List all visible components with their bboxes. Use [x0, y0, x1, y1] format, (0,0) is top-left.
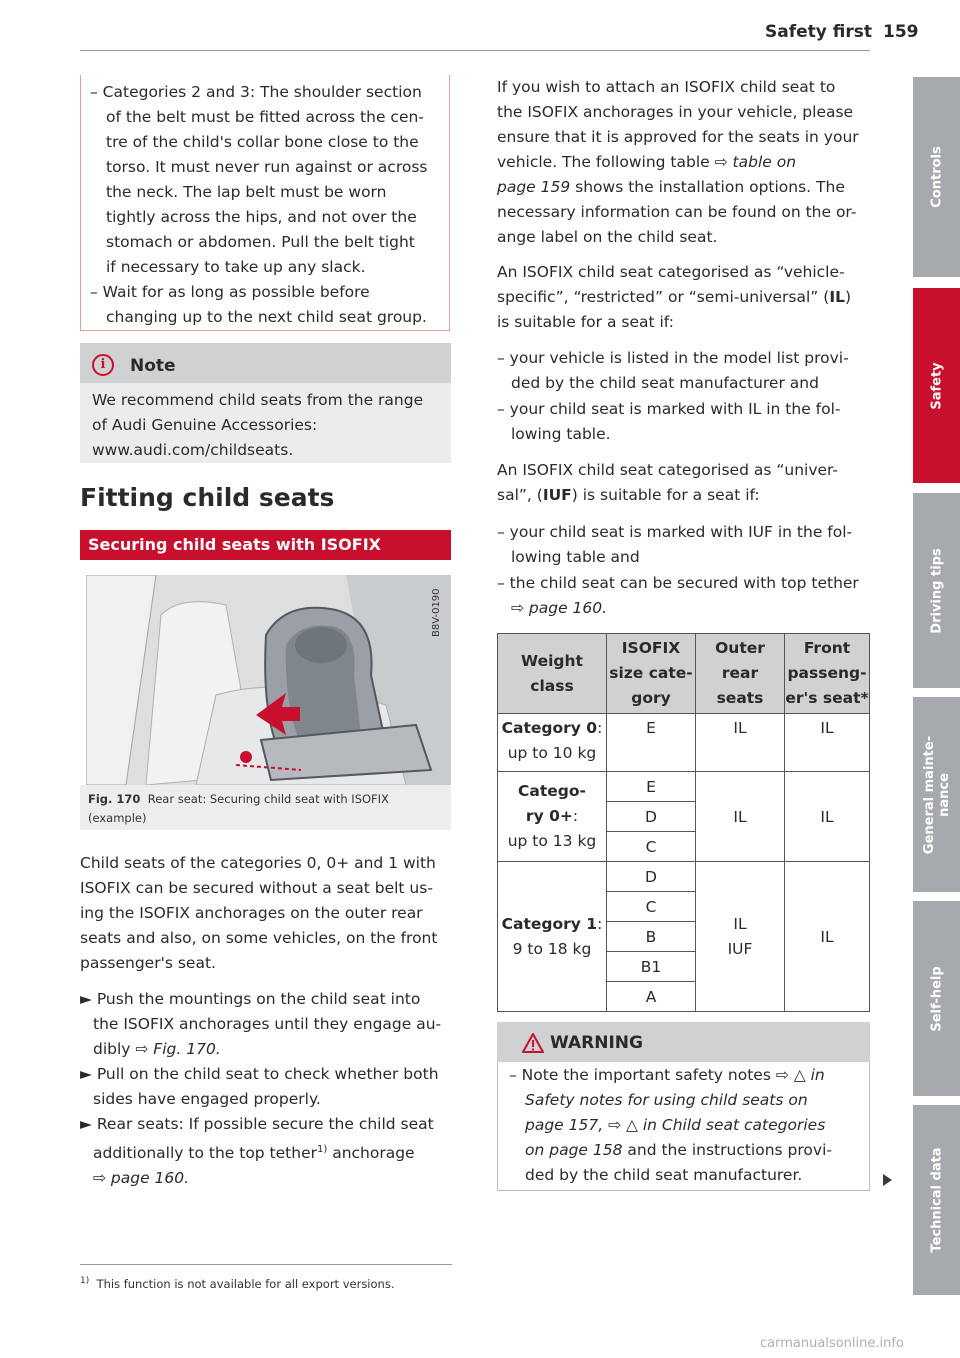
warning-text	[509, 1063, 832, 1188]
side-tab-label: Self-help	[929, 965, 944, 1032]
text-line: dibly	[93, 1040, 136, 1058]
size-cell: E	[607, 714, 696, 772]
cross-reference-link[interactable]: ⇨ △ in	[775, 1066, 825, 1084]
text-line: anchorage	[327, 1144, 415, 1163]
text-line: additionally to the top tether	[93, 1144, 317, 1163]
text-line: ► Pull on the child seat to check whether both	[80, 1065, 439, 1083]
text-line: shows the installation options. The	[570, 178, 845, 196]
note-title: Note	[130, 356, 176, 376]
footnote-mark: 1)	[80, 1276, 90, 1286]
side-tab-self-help[interactable]	[913, 901, 960, 1096]
continued-arrow-icon	[883, 1174, 892, 1186]
step-pull-seat	[80, 1062, 439, 1112]
text-line: )	[844, 288, 852, 306]
size-cell: E	[607, 772, 696, 802]
header-outer-rear: Outer rear seats	[696, 634, 785, 714]
cross-reference-link[interactable]: ⇨ △ in Child seat categories	[608, 1116, 826, 1134]
bullet-wait	[90, 280, 427, 330]
side-tab-driving-tips[interactable]	[913, 493, 960, 688]
body-paragraph	[80, 851, 437, 976]
front-cell: IL	[785, 862, 870, 1012]
subheading: Securing child seats with ISOFIX	[88, 535, 381, 554]
weight-cell: Catego- ry 0+: up to 13 kg	[498, 772, 607, 862]
running-header-title: Safety first	[765, 22, 872, 42]
text-line: We recommend child seats from the range	[92, 391, 424, 409]
table-row	[498, 714, 870, 772]
warning-title: WARNING	[550, 1033, 643, 1053]
info-icon: i	[92, 354, 114, 376]
cross-reference-link[interactable]: ⇨ page 160.	[93, 1169, 190, 1188]
text-line: stomach or abdomen. Pull the belt tight	[106, 233, 415, 251]
watermark: carmanualsonline.info	[760, 1336, 904, 1351]
table-row	[498, 772, 870, 802]
cross-reference-link[interactable]: page 157,	[525, 1116, 609, 1134]
note-text	[92, 388, 423, 463]
cross-reference-link[interactable]: ⇨ table on	[714, 153, 797, 171]
iuf-list	[497, 520, 859, 621]
front-cell: IL	[785, 772, 870, 862]
side-tab-label: Safety	[929, 361, 944, 410]
category-code: IUF	[542, 486, 572, 504]
text-line: tightly across the hips, and not over the	[106, 208, 417, 226]
side-tab-controls[interactable]	[913, 77, 960, 277]
text-line: is suitable for a seat if:	[497, 313, 674, 331]
isofix-table	[497, 633, 870, 1012]
section-heading: Fitting child seats	[80, 483, 335, 512]
cross-reference-link[interactable]: on page 158	[525, 1141, 623, 1159]
figure-caption	[88, 790, 443, 828]
header-isofix-size: ISOFIX size cate- gory	[607, 634, 696, 714]
size-cell: A	[607, 982, 696, 1012]
text-line: ensure that it is approved for the seats in your	[497, 128, 859, 146]
size-cell: C	[607, 892, 696, 922]
front-cell: IL	[785, 714, 870, 772]
footnote-rule	[80, 1264, 452, 1265]
page-number: 159	[883, 22, 919, 42]
outer-cell: IL IUF	[696, 862, 785, 1012]
text-line: – Categories 2 and 3: The shoulder section	[90, 83, 422, 101]
text-line: sides have engaged properly.	[93, 1090, 321, 1108]
list-item: – your vehicle is listed in the model list provi-	[497, 349, 849, 367]
footnote-marker: 1)	[317, 1144, 328, 1155]
size-cell: C	[607, 832, 696, 862]
list-item: ded by the child seat manufacturer and	[511, 374, 819, 392]
size-cell: D	[607, 862, 696, 892]
side-tab-general-maintenance[interactable]	[913, 697, 960, 892]
text-line: necessary information can be found on the or-	[497, 203, 857, 221]
table-header-row	[498, 634, 870, 714]
step-push-mountings	[80, 987, 441, 1062]
text-line: and the instructions provi-	[622, 1141, 832, 1159]
cross-reference-link[interactable]: Safety notes for using child seats on	[525, 1091, 808, 1109]
size-cell: D	[607, 802, 696, 832]
text-line: the neck. The lap belt must be worn	[106, 183, 387, 201]
category-code: IL	[829, 288, 845, 306]
figure-child-seat-isofix	[86, 575, 451, 785]
text-line[interactable]: www.audi.com/childseats.	[92, 441, 294, 459]
side-tab-label: Driving tips	[929, 547, 944, 634]
size-cell: B1	[607, 952, 696, 982]
text-line: ► Push the mountings on the child seat into	[80, 990, 421, 1008]
text-line: – Note the important safety notes	[509, 1066, 776, 1084]
cross-reference-link[interactable]: ⇨ Fig. 170.	[135, 1040, 221, 1058]
text-line: of the belt must be fitted across the cen-	[106, 108, 424, 126]
text-line: of Audi Genuine Accessories:	[92, 416, 318, 434]
text-line: If you wish to attach an ISOFIX child seat to	[497, 78, 836, 96]
footnote	[80, 1276, 394, 1291]
table-row	[498, 862, 870, 892]
header-rule	[80, 50, 870, 51]
warning-triangle-icon	[522, 1033, 544, 1053]
caption-text: (example)	[88, 811, 147, 825]
text-line: seats and also, on some vehicles, on the front	[80, 929, 438, 947]
text-line: vehicle. The following table	[497, 153, 715, 171]
text-line: ing the ISOFIX anchorages on the outer rear	[80, 904, 423, 922]
text-line: Child seats of the categories 0, 0+ and 1 with	[80, 854, 436, 872]
side-tab-label: General mainte- nance	[921, 735, 952, 854]
outer-cell: IL	[696, 714, 785, 772]
il-paragraph	[497, 260, 851, 335]
figure-label: Fig. 170	[88, 792, 141, 806]
text-line: ange label on the child seat.	[497, 228, 718, 246]
cross-reference-link[interactable]: ⇨ page 160.	[511, 599, 608, 617]
size-cell: B	[607, 922, 696, 952]
text-line: An ISOFIX child seat categorised as “vehicle-	[497, 263, 845, 281]
text-line: ► Rear seats: If possible secure the child seat	[80, 1115, 434, 1133]
outer-cell: IL	[696, 772, 785, 862]
side-tab-technical-data[interactable]	[913, 1105, 960, 1295]
header-front-passenger: Front passeng- er's seat*	[785, 634, 870, 714]
step-top-tether	[80, 1112, 434, 1191]
list-item: – the child seat can be secured with top tether	[497, 574, 859, 592]
weight-cell: Category 1: 9 to 18 kg	[498, 862, 607, 1012]
weight-cell: Category 0: up to 10 kg	[498, 714, 607, 772]
text-line: the ISOFIX anchorages in your vehicle, please	[497, 103, 854, 121]
child-seat-illustration	[86, 575, 451, 785]
footnote-text: This function is not available for all export versions.	[96, 1276, 395, 1291]
text-line: ded by the child seat manufacturer.	[525, 1166, 803, 1184]
list-item: – your child seat is marked with IL in the fol-	[497, 400, 841, 418]
text-line: ) is suitable for a seat if:	[571, 486, 760, 504]
text-line: the ISOFIX anchorages until they engage au-	[93, 1015, 442, 1033]
text-line: torso. It must never run against or across	[106, 158, 428, 176]
figure-code	[431, 581, 445, 641]
text-line: sal”, (	[497, 486, 543, 504]
text-line: changing up to the next child seat group.	[106, 308, 427, 326]
text-line: specific”, “restricted” or “semi-universal” (	[497, 288, 830, 306]
text-line: ISOFIX can be secured without a seat belt us-	[80, 879, 433, 897]
header-weight-class: Weight class	[498, 634, 607, 714]
iuf-paragraph	[497, 458, 838, 508]
list-item: – your child seat is marked with IUF in the fol-	[497, 523, 853, 541]
cross-reference-link[interactable]: page 159	[497, 178, 571, 196]
il-list	[497, 346, 849, 447]
figure-code-text: B8V-0190	[431, 588, 442, 637]
intro-paragraph	[497, 75, 859, 250]
text-line: An ISOFIX child seat categorised as “univer-	[497, 461, 839, 479]
caption-text: Rear seat: Securing child seat with ISOFIX	[147, 792, 389, 806]
side-tab-label: Controls	[929, 146, 944, 208]
side-tab-label: Technical data	[929, 1147, 944, 1253]
text-line: – Wait for as long as possible before	[90, 283, 370, 301]
side-tab-safety[interactable]	[913, 288, 960, 483]
text-line: passenger's seat.	[80, 954, 216, 972]
bullet-categories-2-3	[90, 80, 427, 280]
list-item: lowing table.	[511, 425, 611, 443]
list-item: lowing table and	[511, 548, 640, 566]
text-line: tre of the child's collar bone close to the	[106, 133, 419, 151]
text-line: if necessary to take up any slack.	[106, 258, 366, 276]
